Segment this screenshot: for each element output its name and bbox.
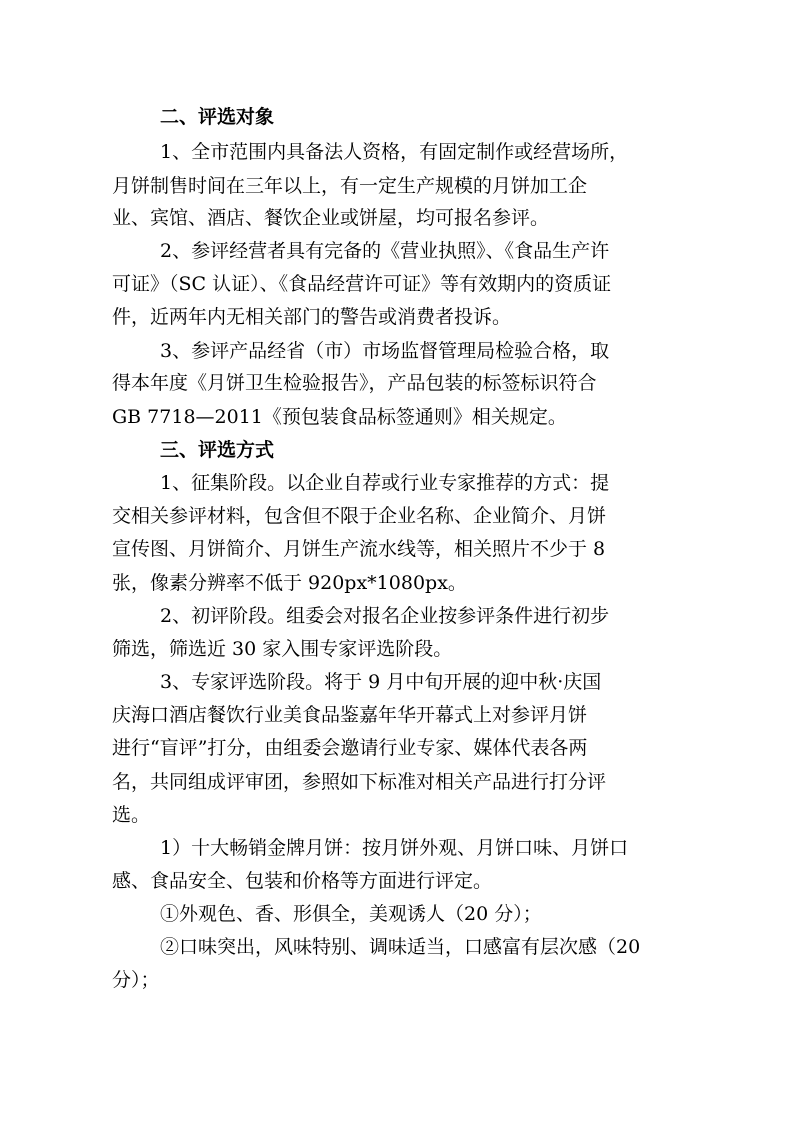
text-line: 3、参评产品经省（市）市场监督管理局检验合格，取 (160, 340, 610, 362)
text-line: 1、全市范围内具备法人资格，有固定制作或经营场所， (160, 141, 629, 163)
text-line: 名，共同组成评审团，参照如下标准对相关产品进行打分评 (112, 771, 607, 793)
text-line: 筛选，筛选近 30 家入围专家评选阶段。 (112, 638, 453, 660)
text-line: 交相关参评材料，包含但不限于企业名称、企业简介、月饼 (112, 505, 607, 527)
text-line: ①外观色、香、形俱全，美观诱人（20 分）； (160, 903, 542, 925)
text-line: 进行“盲评”打分，由组委会邀请行业专家、媒体代表各两 (112, 737, 588, 759)
text-line: 业、宾馆、酒店、餐饮企业或饼屋，均可报名参评。 (112, 207, 550, 229)
text-line: 分）； (112, 969, 160, 991)
text-line: 张，像素分辨率不低于 920px*1080px。 (112, 572, 467, 594)
text-line: 件，近两年内无相关部门的警告或消费者投诉。 (112, 306, 512, 328)
text-line: 2、初评阶段。组委会对报名企业按参评条件进行初步 (160, 605, 610, 627)
text-line: 选。 (112, 804, 151, 826)
text-line: 2、参评经营者具有完备的《营业执照》、《食品生产许 (160, 240, 610, 262)
text-line: 1、征集阶段。以企业自荐或行业专家推荐的方式：提 (160, 472, 610, 494)
text-line: 1）十大畅销金牌月饼：按月饼外观、月饼口味、月饼口 (160, 837, 629, 859)
text-line: 3、专家评选阶段。将于 9 月中旬开展的迎中秋·庆国 (160, 671, 602, 693)
section-heading: 三、评选方式 (160, 439, 275, 461)
text-line: GB 7718—2011《预包装食品标签通则》相关规定。 (112, 406, 567, 428)
text-line: 宣传图、月饼简介、月饼生产流水线等，相关照片不少于 8 (112, 538, 606, 560)
text-line: 感、食品安全、包装和价格等方面进行评定。 (112, 870, 493, 892)
text-line: 庆海口酒店餐饮行业美食品鉴嘉年华开幕式上对参评月饼 (112, 704, 588, 726)
text-line: 得本年度《月饼卫生检验报告》，产品包装的标签标识符合 (112, 372, 597, 394)
text-line: 可证》（SC 认证）、《食品经营许可证》等有效期内的资质证 (112, 273, 612, 295)
section-heading: 二、评选对象 (160, 106, 275, 128)
text-line: ②口味突出，风味特别、调味适当，口感富有层次感（20 (160, 936, 641, 958)
text-line: 月饼制售时间在三年以上，有一定生产规模的月饼加工企 (112, 175, 588, 197)
